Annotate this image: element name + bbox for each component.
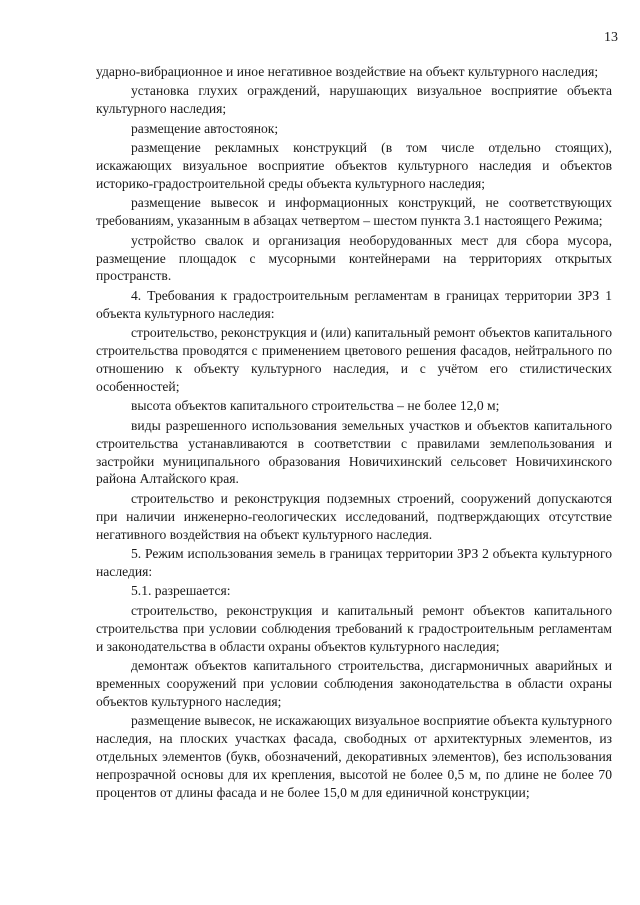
paragraph: демонтаж объектов капитального строительства, дисгармоничных аварийных и временных сооружений при условии соблюдения законодательства в области охраны объектов культурного наследия; <box>96 658 612 709</box>
paragraph: размещение вывесок, не искажающих визуальное восприятие объекта культурного наследия, на плоских участках фасада, свободных от архитектурных элементов, из отдельных элементов (букв, обозначений, декоративных элементов), без использования непрозрачной основы для их крепления, высотой не более 0,5 м, по длине не более 70 процентов от длины фасада и не более 15,0 м для единичной конструкции; <box>96 713 612 800</box>
section-heading: 5. Режим использования земель в границах территории ЗРЗ 2 объекта культурного наследия: <box>96 546 612 579</box>
paragraph: размещение вывесок и информационных конструкций, не соответствующих требованиям, указанным в абзацах четвертом – шестом пункта 3.1 настоящего Режима; <box>96 195 612 229</box>
paragraph: строительство, реконструкция и (или) капитальный ремонт объектов капитального строительства проводятся с применением цветового решения фасадов, нейтрального по отношению к объекту культурного наследия, и с учётом его стилистических особенностей; <box>96 325 612 394</box>
paragraph: размещение рекламных конструкций (в том числе отдельно стоящих), искажающих визуальное восприятие объектов культурного наследия и объектов историко-градостроительной среды объекта культурного наследия; <box>96 140 612 191</box>
paragraph: размещение автостоянок; <box>131 120 279 136</box>
paragraph: строительство и реконструкция подземных строений, сооружений допускаются при наличии инженерно-геологических исследований, подтверждающих отсутствие негативного воздействия на объект культурного наследия. <box>96 490 612 542</box>
paragraph: устройство свалок и организация необорудованных мест для сбора мусора, размещение площадок с мусорными контейнерами на территориях открытых пространств. <box>96 232 612 284</box>
paragraph: высота объектов капитального строительства – не более 12,0 м; <box>131 398 500 414</box>
subsection-heading: 5.1. разрешается: <box>131 583 231 599</box>
section-heading: 4. Требования к градостроительным регламентам в границах территории ЗРЗ 1 объекта культурного наследия: <box>96 287 612 321</box>
paragraph: виды разрешенного использования земельных участков и объектов капитального строительства устанавливаются в соответствии с правилами землепользования и застройки муниципального образования Новичихинский сельсовет Новичихинского района Алтайского края. <box>96 417 612 487</box>
paragraph: строительство, реконструкция и капитальный ремонт объектов капитального строительства при условии соблюдения требований к градостроительным регламентам и законодательства в области охраны объектов культурного наследия; <box>96 602 612 654</box>
paragraph: установка глухих ограждений, нарушающих визуальное восприятие объекта культурного наследия; <box>96 83 612 117</box>
paragraph: ударно-вибрационное и иное негативное воздействие на объект культурного наследия; <box>96 64 599 79</box>
page-number: 13 <box>604 30 618 45</box>
document-body <box>96 63 612 803</box>
